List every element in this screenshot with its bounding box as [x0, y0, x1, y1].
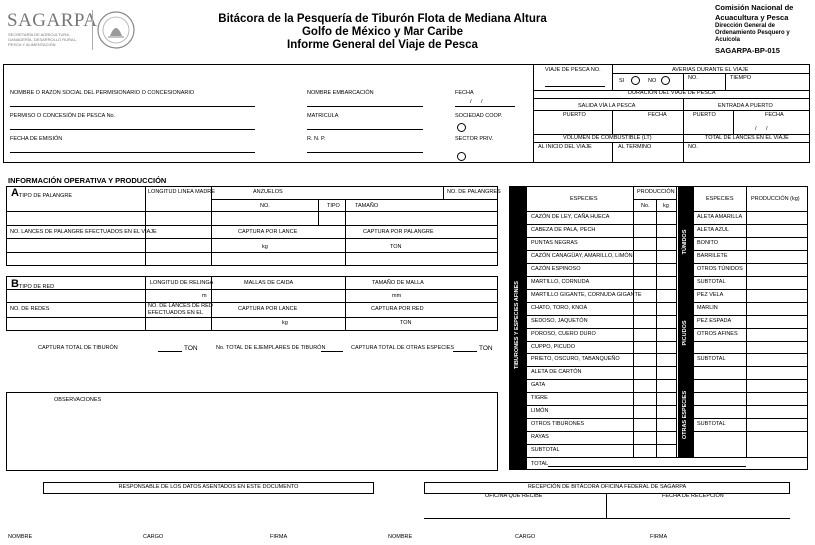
especie-left-row: SUBTOTAL: [531, 447, 560, 454]
label-mm: mm: [392, 293, 402, 299]
header-produccion: PRODUCCIÓN: [637, 189, 675, 195]
especie-left-row: GATA: [531, 382, 546, 389]
label-entrada-puerto: PUERTO: [693, 112, 716, 118]
especie-right-row: BONITO: [697, 239, 718, 246]
label-no-lances-palangre: NO. LANCES DE PALANGRE EFECTUADOS EN EL VIAJE: [10, 229, 157, 235]
field-rnp[interactable]: [307, 152, 423, 153]
especie-left-row: POROSO, CUERO DURO: [531, 330, 596, 337]
especie-left-row: CABEZA DE PALA, PECH: [531, 226, 596, 233]
especie-right-row: MARLIN: [697, 304, 718, 311]
coat-of-arms-icon: [96, 10, 136, 50]
agency-name-3: Dirección General de: [715, 23, 776, 29]
label-rnp: R. N. P.: [307, 136, 326, 142]
label-firma-2: FIRMA: [650, 534, 668, 540]
header-no: No.: [641, 203, 650, 209]
especie-left-row: PRIETO, OSCURO, TABANQUEÑO: [531, 356, 620, 363]
especie-right-row: SUBTOTAL: [697, 278, 726, 285]
label-no: NO: [648, 78, 657, 84]
form-title-1: Bitácora de la Pesquería de Tiburón Flota de Mediana Altura: [218, 13, 547, 25]
especie-left-row: OTROS TIBURONES: [531, 421, 585, 428]
field-viaje-no[interactable]: [545, 86, 605, 87]
agency-name-5: Acuícola: [715, 37, 741, 43]
label-kg-red: kg: [282, 320, 288, 326]
group-label-tunidos: TÚNIDOS: [682, 229, 688, 255]
especie-left-row: CAZÓN ESPINOSO: [531, 265, 581, 272]
label-ton-otras: TON: [479, 345, 493, 352]
field-fecha-emision[interactable]: [10, 152, 255, 153]
label-embarcacion: NOMBRE EMBARCACIÓN: [307, 90, 374, 96]
field-no-ejemplares[interactable]: [321, 351, 343, 352]
label-averias: AVERIAS DURANTE EL VIAJE: [672, 67, 749, 73]
logo-text: SAGARPA: [7, 10, 98, 31]
especie-right-row: OTROS AFINES: [697, 330, 738, 337]
label-si: SI: [619, 78, 625, 84]
label-tamano-malla: TAMAÑO DE MALLA: [372, 280, 424, 286]
label-salida-fecha: FECHA: [648, 112, 667, 118]
especie-left-row: MARTILLO, CORNUDA: [531, 278, 590, 285]
label-combustible: VOLUMEN DE COMBUSTIBLE (LT): [563, 135, 652, 141]
sociedad-radio[interactable]: [457, 123, 466, 132]
label-ton-total: TON: [184, 345, 198, 352]
especie-left-row: CAZÓN CANAGÜAY, AMARILLO, LIMÓN: [531, 252, 633, 259]
label-salida-puerto: PUERTO: [563, 112, 586, 118]
label-cargo-1: CARGO: [143, 534, 164, 540]
especie-right-row: OTROS TÚNIDOS: [697, 265, 743, 272]
form-title-2: Golfo de México y Mar Caribe: [301, 26, 464, 38]
label-razon-social: NOMBRE O RAZON SOCIAL DEL PERMISIONARIO O CONCESIONARIO: [10, 90, 195, 96]
especie-right-row: PEZ ESPADA: [697, 317, 732, 324]
label-viaje-no: VIAJE DE PESCA NO.: [545, 67, 601, 73]
label-anzuelos-no: NO.: [260, 203, 270, 209]
label-captura-red: CAPTURA POR RED: [371, 306, 424, 312]
label-fecha-recepcion: FECHA DE RECEPCIÓN: [662, 493, 724, 499]
entrada-fecha-slashes: / /: [755, 126, 768, 132]
especie-left-row: CUPPO, PICUDO: [531, 343, 576, 350]
label-captura-total: CAPTURA TOTAL DE TIBURÓN: [38, 345, 118, 351]
averias-si-radio[interactable]: [631, 76, 640, 85]
especie-right-row: PEZ VELA: [697, 291, 724, 298]
especie-left-row: SEDOSO, JAQUETÓN: [531, 317, 588, 324]
label-no-lances-red-2: EFECTUADOS EN EL: [148, 310, 204, 316]
field-embarcacion[interactable]: [307, 106, 423, 107]
fecha-slashes: / /: [470, 99, 483, 105]
label-sociedad: SOCIEDAD COOP.: [455, 113, 503, 119]
group-label-tiburones: TIBURONES Y ESPECIES AFINES: [514, 281, 520, 369]
header-especies: ESPECIES: [570, 196, 598, 202]
especie-left-row: LIMÓN: [531, 408, 549, 415]
form-title-3: Informe General del Viaje de Pesca: [287, 39, 478, 51]
label-captura-lance: CAPTURA POR LANCE: [238, 229, 298, 235]
logo-subtitle-1: SECRETARÍA DE AGRICULTURA,: [8, 32, 71, 37]
label-salida: SALIDA VÍA LA PESCA: [578, 103, 636, 109]
logo-subtitle-3: PESCA Y ALIMENTACIÓN: [8, 42, 56, 47]
label-captura-palangre: CAPTURA POR PALANGRE: [363, 229, 434, 235]
label-recepcion: RECEPCIÓN DE BITÁCORA OFICINA FEDERAL DE SAGARPA: [527, 484, 687, 490]
label-termino: AL TERMINO: [618, 144, 652, 150]
form-code: SAGARPA-BP-015: [715, 46, 780, 55]
field-fecha-recepcion[interactable]: [606, 518, 790, 519]
field-matricula[interactable]: [307, 129, 423, 130]
label-nombre-1: NOMBRE: [8, 534, 33, 540]
label-duracion: DURACIÓN DEL VIAJE DE PESCA: [628, 90, 716, 96]
label-anzuelos-tamano: TAMAÑO: [355, 203, 379, 209]
especie-left-row: RAYAS: [531, 434, 549, 441]
palangre-box: [6, 186, 498, 266]
label-no-lances-red-1: NO. DE LANCES DE RED: [148, 303, 213, 309]
label-inicio: AL INICIO DEL VIAJE: [538, 144, 592, 150]
label-matricula: MATRICULA: [307, 113, 339, 119]
especie-right-row: SUBTOTAL: [697, 356, 726, 363]
group-label-picudos: PICUDOS: [682, 320, 688, 346]
label-fecha: FECHA: [455, 90, 474, 96]
red-letter: B: [11, 278, 19, 290]
especie-left-row: CAZÓN DE LEY, CAÑA HUECA: [531, 214, 610, 220]
label-ton-palangre: TON: [390, 244, 402, 250]
palangre-letter: A: [11, 187, 19, 199]
label-sector: SECTOR PRIV.: [455, 136, 494, 142]
label-anzuelos: ANZUELOS: [253, 189, 283, 195]
especie-left-row: PUNTAS NEGRAS: [531, 239, 578, 246]
agency-name-1: Comisión Nacional de: [715, 3, 794, 12]
label-total-lances: TOTAL DE LANCES EN EL VIAJE: [705, 135, 789, 141]
label-no-redes: NO. DE REDES: [10, 306, 50, 312]
field-total-especies[interactable]: [548, 466, 746, 467]
field-captura-total[interactable]: [158, 351, 182, 352]
label-captura-otras: CAPTURA TOTAL DE OTRAS ESPECIES: [351, 345, 455, 351]
header-r-produccion: PRODUCCIÓN (kg): [751, 196, 800, 202]
label-firma-1: FIRMA: [270, 534, 288, 540]
label-fecha-emision: FECHA DE EMISIÓN: [10, 136, 63, 142]
label-cargo-2: CARGO: [515, 534, 536, 540]
field-oficina[interactable]: [424, 518, 606, 519]
sector-radio[interactable]: [457, 152, 466, 161]
header-r-especies: ESPECIES: [706, 196, 734, 202]
label-tipo-palangre: TIPO DE PALANGRE: [19, 193, 73, 199]
group-label-otras: OTRAS ESPECIES: [682, 390, 688, 440]
header-kg: kg: [663, 203, 669, 209]
label-no-lances: NO.: [688, 144, 698, 150]
label-captura-lance-red: CAPTURA POR LANCE: [238, 306, 298, 312]
field-razon-social[interactable]: [10, 106, 255, 107]
label-longitud-madre: LONGITUD LINEA MADRE: [148, 189, 215, 195]
logo-subtitle-2: GANADERÍA, DESARROLLO RURAL,: [8, 37, 77, 42]
label-observaciones: OBSERVACIONES: [54, 397, 102, 403]
label-m: m: [202, 293, 207, 299]
label-no-palangres: NO. DE PALANGRES: [447, 189, 501, 195]
section-title-operativa: INFORMACIÓN OPERATIVA Y PRODUCCIÓN: [8, 176, 167, 185]
label-entrada: ENTRADA A PUERTO: [718, 103, 773, 109]
especie-right-row: ALETA AZUL: [697, 226, 729, 233]
label-longitud-relinga: LONGITUD DE RELINGA: [150, 280, 214, 286]
field-fecha[interactable]: [455, 106, 515, 107]
label-total-especies: TOTAL: [531, 461, 549, 467]
especie-left-row: ALETA DE CARTÓN: [531, 369, 582, 376]
label-anzuelos-tipo: TIPO: [327, 203, 340, 209]
label-mallas-caida: MALLAS DE CAIDA: [244, 280, 294, 286]
observaciones-box[interactable]: [6, 392, 498, 471]
agency-name-4: Ordenamiento Pesquero y: [715, 30, 790, 36]
label-entrada-fecha: FECHA: [765, 112, 784, 118]
label-kg-palangre: kg: [262, 244, 268, 250]
field-permiso[interactable]: [10, 129, 255, 130]
label-responsable: RESPONSABLE DE LOS DATOS ASENTADOS EN ESTE DOCUMENTO: [118, 484, 299, 490]
especie-left-row: TIGRE: [531, 395, 548, 402]
especie-right-row: SUBTOTAL: [697, 421, 726, 428]
especie-right-row: BARRILETE: [697, 252, 728, 259]
label-permiso: PERMISO O CONCESIÓN DE PESCA No.: [10, 113, 116, 119]
especie-right-row: ALETA AMARILLA: [697, 214, 743, 220]
label-nombre-2: NOMBRE: [388, 534, 413, 540]
averias-no-radio[interactable]: [661, 76, 670, 85]
label-no-ejemplares: No. TOTAL DE EJEMPLARES DE TIBURÓN: [216, 345, 326, 351]
label-tipo-red: TIPO DE RED: [19, 284, 55, 290]
especie-left-row: MARTILLO GIGANTE, CORNUDA GIGANTE: [531, 291, 642, 298]
label-tiempo: TIEMPO: [730, 75, 752, 81]
especie-left-row: CHATO, TORO, KNOA: [531, 304, 588, 311]
label-oficina: OFICINA QUE RECIBE: [485, 493, 543, 499]
field-captura-otras[interactable]: [453, 351, 477, 352]
agency-name-2: Acuacultura y Pesca: [715, 13, 789, 22]
label-no-averias: NO.: [688, 75, 698, 81]
label-ton-red: TON: [400, 320, 412, 326]
